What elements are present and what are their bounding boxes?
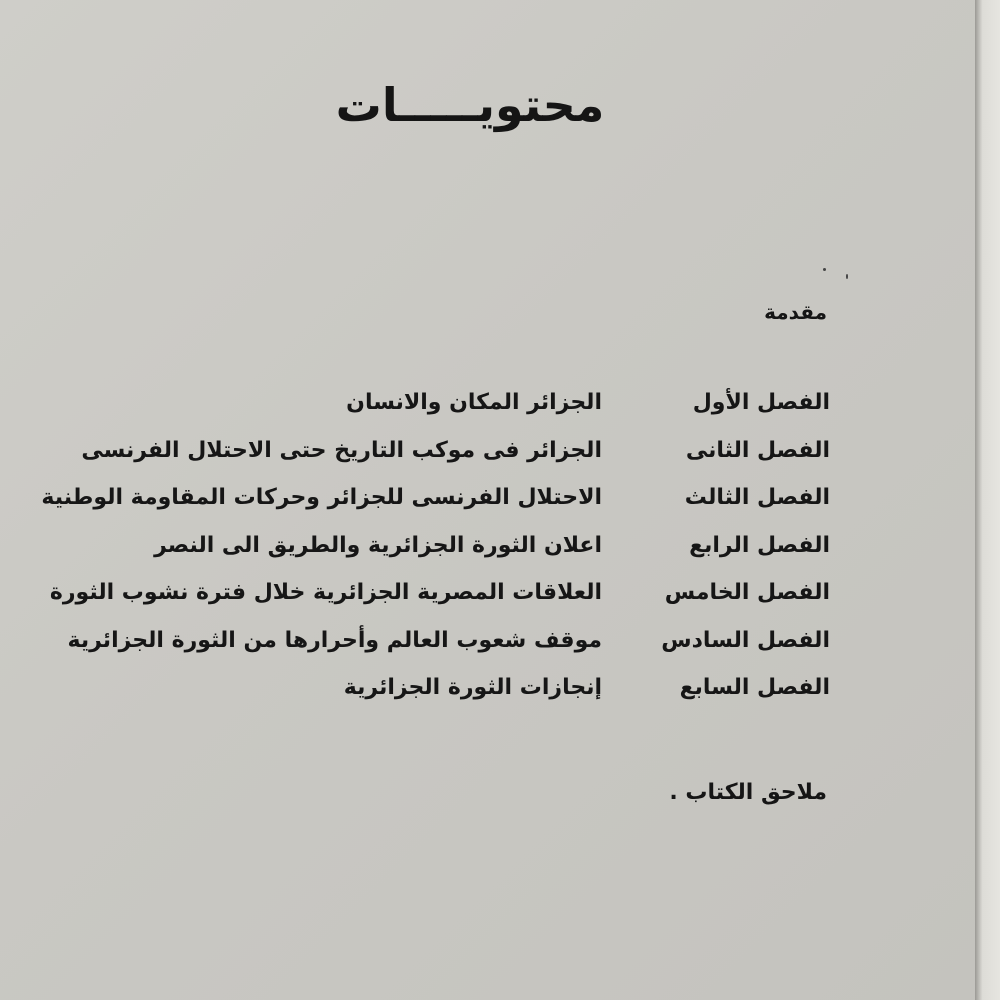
chapter-title: العلاقات المصرية الجزائرية خلال فترة نشوب الثورة bbox=[49, 580, 602, 605]
chapter-row bbox=[40, 533, 830, 581]
chapter-row bbox=[40, 628, 830, 676]
chapter-row bbox=[40, 485, 830, 533]
page-edge bbox=[975, 0, 1000, 1000]
paper-speck bbox=[823, 268, 826, 271]
chapter-label: الفصل السادس bbox=[661, 627, 830, 653]
chapter-label: الفصل الثانى bbox=[685, 437, 830, 463]
chapter-label: الفصل الثالث bbox=[684, 485, 830, 510]
chapter-title: الاحتلال الفرنسى للجزائر وحركات المقاومة الوطنية bbox=[41, 485, 602, 510]
chapter-title: إنجازات الثورة الجزائرية bbox=[343, 675, 602, 700]
chapter-row bbox=[40, 438, 830, 486]
paper-speck bbox=[846, 274, 848, 279]
chapter-label: الفصل الخامس bbox=[664, 580, 830, 605]
chapter-row bbox=[40, 580, 830, 628]
page-title: محتويـــــات bbox=[335, 78, 605, 132]
chapter-label: الفصل السابع bbox=[679, 675, 830, 700]
chapter-label: الفصل الرابع bbox=[689, 532, 830, 558]
chapter-label: الفصل الأول bbox=[692, 390, 830, 415]
chapter-title: موقف شعوب العالم وأحرارها من الثورة الجزائرية bbox=[67, 627, 602, 653]
appendix-entry: ملاحق الكتاب . bbox=[669, 780, 827, 805]
chapter-title: اعلان الثورة الجزائرية والطريق الى النصر bbox=[154, 532, 602, 558]
chapter-row bbox=[40, 390, 830, 438]
chapter-title: الجزائر فى موكب التاريخ حتى الاحتلال الفرنسى bbox=[81, 437, 602, 463]
chapter-title: الجزائر المكان والانسان bbox=[346, 390, 602, 415]
chapter-row bbox=[40, 675, 830, 723]
introduction-entry: مقدمة bbox=[764, 300, 827, 324]
chapter-list bbox=[40, 390, 830, 723]
